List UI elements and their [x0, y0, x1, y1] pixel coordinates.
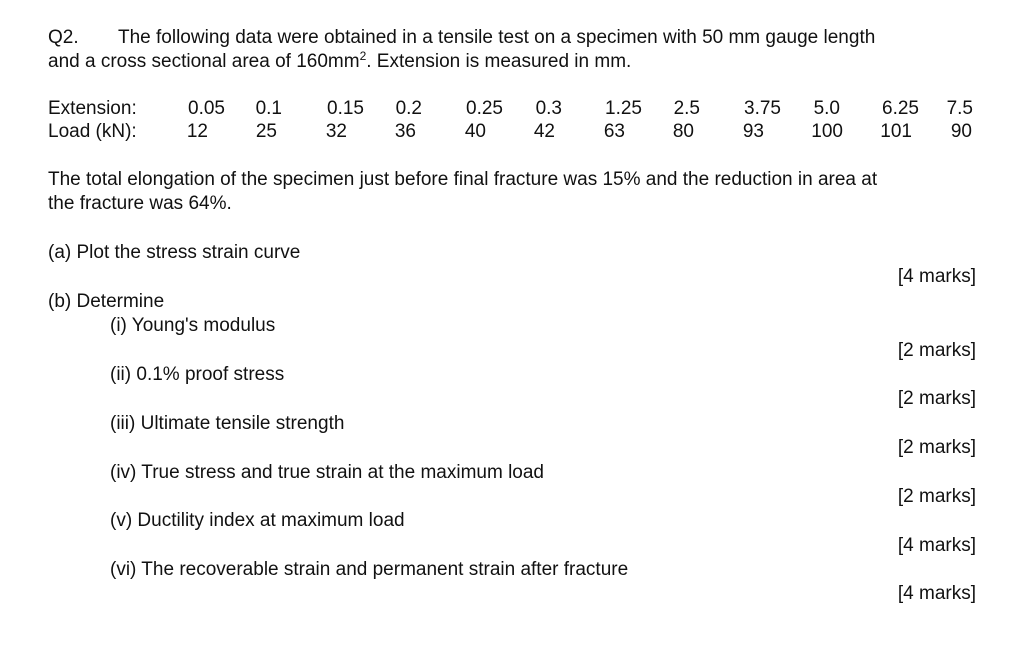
extension-cell: 5.0	[813, 98, 840, 119]
part-b-item-v: (v) Ductility index at maximum load	[110, 510, 405, 531]
part-b-item-vi-marks: [4 marks]	[897, 583, 976, 604]
extension-cell: 0.05	[188, 98, 225, 119]
part-b-item-iii-marks: [2 marks]	[897, 437, 976, 458]
extension-cell: 6.25	[882, 98, 919, 119]
load-cell: 63	[603, 121, 625, 142]
part-b-item-i-marks: [2 marks]	[897, 340, 976, 361]
extension-cell: 7.5	[946, 98, 973, 119]
intro-line-2-text: and a cross sectional area of 160mm	[48, 51, 360, 72]
load-cell: 25	[255, 121, 277, 142]
question-number: Q2.	[48, 27, 79, 48]
load-cell: 100	[811, 121, 843, 142]
part-b-item-ii-marks: [2 marks]	[897, 388, 976, 409]
extension-cell: 3.75	[744, 98, 781, 119]
question-intro-line-2	[48, 50, 631, 74]
part-b-item-v-marks: [4 marks]	[897, 535, 976, 556]
area-unit-superscript: 2	[359, 49, 367, 63]
load-cell: 42	[533, 121, 555, 142]
load-cell: 32	[325, 121, 347, 142]
part-a-text: (a) Plot the stress strain curve	[48, 242, 301, 263]
extension-row-label: Extension:	[48, 98, 137, 119]
extension-cell: 2.5	[673, 98, 700, 119]
load-cell: 101	[880, 121, 912, 142]
extension-cell: 0.25	[466, 98, 503, 119]
load-row-label: Load (kN):	[48, 121, 137, 142]
part-b-item-i: (i) Young's modulus	[110, 315, 276, 336]
extension-cell: 0.1	[255, 98, 282, 119]
extension-cell: 1.25	[605, 98, 642, 119]
part-b-item-iv: (iv) True stress and true strain at the maximum load	[110, 462, 544, 483]
part-a-marks: [4 marks]	[897, 266, 976, 287]
question-intro-line-1: The following data were obtained in a tensile test on a specimen with 50 mm gauge length	[118, 27, 876, 48]
load-cell: 12	[186, 121, 208, 142]
part-b-heading: (b) Determine	[48, 291, 165, 312]
extension-cell: 0.15	[327, 98, 364, 119]
extension-cell: 0.2	[395, 98, 422, 119]
paragraph-line-1: The total elongation of the specimen just before final fracture was 15% and the reduction in area at	[48, 169, 878, 190]
load-cell: 80	[672, 121, 694, 142]
load-cell: 93	[742, 121, 764, 142]
part-b-item-vi: (vi) The recoverable strain and permanent strain after fracture	[110, 559, 629, 580]
intro-line-2-tail: . Extension is measured in mm.	[366, 51, 632, 72]
part-b-item-iv-marks: [2 marks]	[897, 486, 976, 507]
load-cell: 90	[950, 121, 972, 142]
part-b-item-ii: (ii) 0.1% proof stress	[110, 364, 285, 385]
load-cell: 40	[464, 121, 486, 142]
extension-cell: 0.3	[535, 98, 562, 119]
part-b-item-iii: (iii) Ultimate tensile strength	[110, 413, 345, 434]
paragraph-line-2: the fracture was 64%.	[48, 193, 232, 214]
load-cell: 36	[394, 121, 416, 142]
